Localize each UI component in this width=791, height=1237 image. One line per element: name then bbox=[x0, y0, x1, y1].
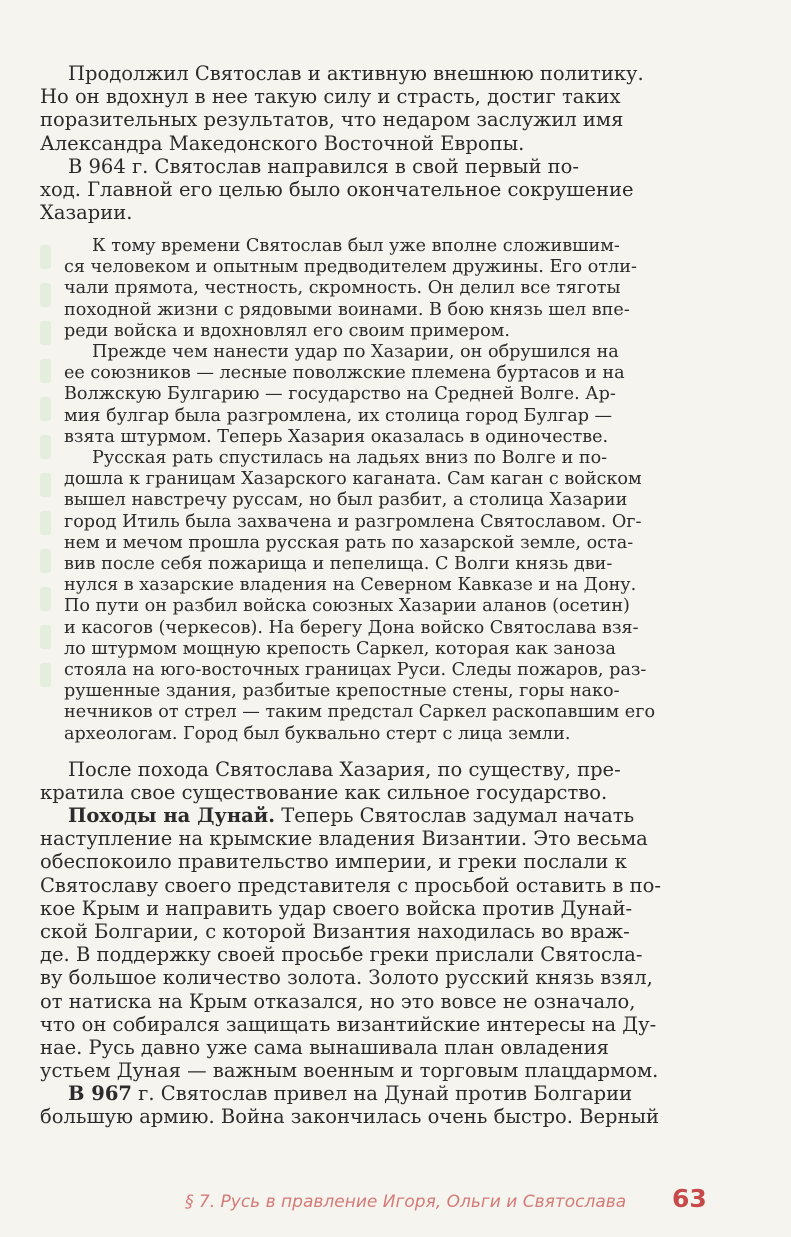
text-line: После похода Святослава Хазария, по существу, пре- bbox=[68, 758, 621, 781]
text-line: По пути он разбил войска союзных Хазарии аланов (осетин) bbox=[64, 596, 630, 617]
text-line: и касогов (черкесов). На берегу Дона войско Святослава взя- bbox=[64, 617, 639, 638]
text-line: де. В поддержку своей просьбе греки прислали Святосла- bbox=[40, 943, 643, 967]
text-line: нем и мечом прошла русская рать по хазарской земле, оста- bbox=[64, 532, 634, 553]
text-line: Продолжил Святослав и активную внешнюю политику. bbox=[68, 62, 644, 85]
text-line: чали прямота, честность, скромность. Он делил все тяготы bbox=[64, 278, 621, 299]
text-line: рушенные здания, разбитые крепостные стены, горы нако- bbox=[64, 681, 620, 702]
text-line: что он собирался защищать византийские интересы на Ду- bbox=[40, 1012, 657, 1036]
text-line: дошла к границам Хазарского каганата. Сам каган с войском bbox=[64, 469, 642, 490]
text-line: город Итиль была захвачена и разгромлена Святославом. Ог- bbox=[64, 511, 642, 532]
text-line: ся человеком и опытным предводителем дружины. Его отли- bbox=[64, 257, 637, 278]
text-line: кратила свое существование как сильное государство. bbox=[40, 781, 608, 805]
text-line: от натиска на Крым отказался, но это вовсе не означало, bbox=[40, 989, 636, 1013]
year-highlight: В 967 bbox=[68, 1082, 132, 1105]
text-line: Святославу своего представителя с просьбой оставить в по- bbox=[40, 873, 661, 897]
running-title: § 7. Русь в правление Игоря, Ольги и Святослава bbox=[185, 1192, 627, 1212]
paragraph-964 bbox=[40, 155, 700, 225]
text-line: Волжскую Булгарию — государство на Средней Волге. Ар- bbox=[64, 384, 616, 405]
text-line: походной жизни с рядовыми воинами. В бою князь шел впе- bbox=[64, 299, 630, 320]
margin-decoration bbox=[40, 245, 54, 725]
paragraph-khazaria-end bbox=[40, 758, 700, 804]
text-line bbox=[40, 1082, 700, 1105]
text-fragment: Теперь Святослав задумал начать bbox=[275, 804, 635, 827]
text-line: нае. Русь давно уже сама вынашивала план овладения bbox=[40, 1036, 609, 1060]
text-line: стояла на юго-восточных границах Руси. Следы пожаров, раз- bbox=[64, 660, 647, 681]
text-line: В 964 г. Святослав направился в свой первый по- bbox=[68, 155, 579, 178]
text-line: большую армию. Война закончилась очень быстро. Верный bbox=[40, 1105, 660, 1129]
paragraph-intro bbox=[40, 62, 700, 155]
text-line: мия булгар была разгромлена, их столица город Булгар — bbox=[64, 405, 613, 426]
text-line: К тому времени Святослав был уже вполне сложившим- bbox=[92, 236, 620, 256]
small-print-block bbox=[64, 236, 700, 745]
text-line: нечников от стрел — таким предстал Саркел раскопавшим его bbox=[64, 702, 656, 723]
text-line: Прежде чем нанести удар по Хазарии, он обрушился на bbox=[92, 342, 619, 363]
text-line: реди войска и вдохновлял его своим примером. bbox=[64, 320, 510, 341]
section-heading: Походы на Дунай. bbox=[68, 804, 276, 827]
text-line bbox=[40, 804, 700, 827]
text-line: поразительных результатов, что недаром заслужил имя bbox=[40, 108, 624, 132]
text-line: обеспокоило правительство империи, и греки послали к bbox=[40, 850, 627, 874]
text-line: ее союзников — лесные поволжские племена буртасов и на bbox=[64, 363, 625, 384]
text-line: взята штурмом. Теперь Хазария оказалась в одиночестве. bbox=[64, 426, 609, 447]
text-line: устьем Дуная — важным военным и торговым плацдармом. bbox=[40, 1059, 659, 1083]
text-line: Русская рать спустилась на ладьях вниз по Волге и по- bbox=[92, 448, 608, 469]
text-line: ву большое количество золота. Золото русский князь взял, bbox=[40, 966, 653, 990]
text-line: Хазарии. bbox=[40, 201, 133, 225]
text-line: нулся в хазарские владения на Северном Кавказе и на Дону. bbox=[64, 575, 637, 596]
text-line: ло штурмом мощную крепость Саркел, которая как заноза bbox=[64, 638, 616, 659]
text-line: Но он вдохнул в нее такую силу и страсть, достиг таких bbox=[40, 85, 621, 109]
text-line: кое Крым и направить удар своего войска против Дунай- bbox=[40, 896, 633, 920]
text-line: наступление на крымские владения Византии. Это весьма bbox=[40, 827, 648, 851]
text-line: вышел навстречу руссам, но был разбит, а столица Хазарии bbox=[64, 490, 628, 511]
paragraph-danube bbox=[40, 804, 700, 1082]
text-line: ход. Главной его целью было окончательное сокрушение bbox=[40, 178, 634, 202]
text-line: ской Болгарии, с которой Византия находилась во враж- bbox=[40, 920, 630, 944]
text-line: археологам. Город был буквально стерт с лица земли. bbox=[64, 723, 571, 744]
page-number: 63 bbox=[672, 1184, 707, 1213]
paragraph-967 bbox=[40, 1082, 700, 1128]
text-line: Александра Македонского Восточной Европы. bbox=[40, 131, 525, 155]
text-fragment: г. Святослав привел на Дунай против Болгарии bbox=[131, 1082, 633, 1105]
text-line: вив после себя пожарища и пепелища. С Волги князь дви- bbox=[64, 554, 613, 575]
